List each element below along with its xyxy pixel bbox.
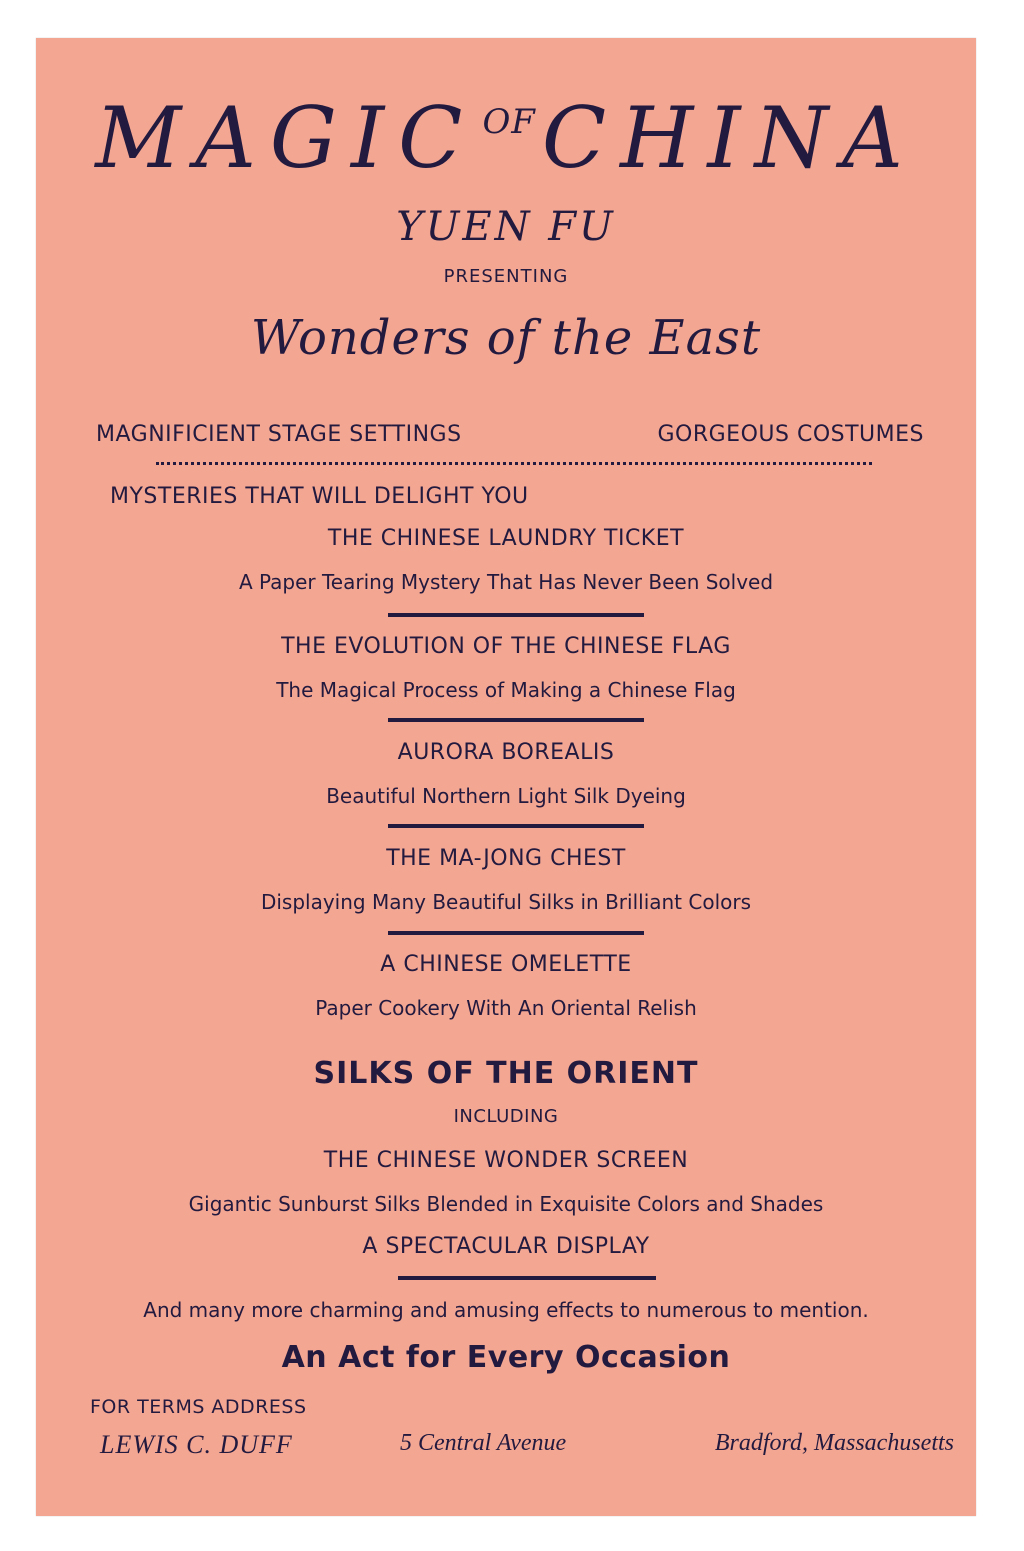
section-rule	[398, 1276, 656, 1280]
act-description: A Paper Tearing Mystery That Has Never Been Solved	[238, 570, 774, 594]
including-label: INCLUDING	[453, 1106, 559, 1127]
act-title: THE MA-JONG CHEST	[386, 846, 626, 871]
terms-label: FOR TERMS ADDRESS	[90, 1396, 307, 1418]
title-magic: MAGIC	[95, 89, 477, 187]
act-description: The Magical Process of Making a Chinese Flag	[276, 678, 736, 702]
feature-costumes: GORGEOUS COSTUMES	[657, 422, 924, 447]
act-title: AURORA BOREALIS	[397, 740, 615, 765]
show-name: Wonders of the East	[250, 310, 762, 366]
tagline: An Act for Every Occasion	[281, 1340, 731, 1375]
act-title: A CHINESE OMELETTE	[380, 952, 632, 977]
feature-stage-settings: MAGNIFICIENT STAGE SETTINGS	[96, 422, 462, 447]
contact-name: LEWIS C. DUFF	[100, 1430, 293, 1459]
act-title: THE CHINESE LAUNDRY TICKET	[327, 526, 685, 551]
title-of: OF	[482, 102, 536, 142]
spectacular-display: A SPECTACULAR DISPLAY	[362, 1234, 650, 1259]
presenting-label: PRESENTING	[443, 266, 569, 287]
section-rule	[388, 613, 644, 617]
contact-street: 5 Central Avenue	[400, 1430, 567, 1456]
dotted-divider	[156, 462, 872, 465]
main-title	[36, 89, 976, 187]
wonder-screen-title: THE CHINESE WONDER SCREEN	[323, 1148, 689, 1173]
act-description: Paper Cookery With An Oriental Relish	[315, 996, 697, 1020]
section-rule	[388, 824, 644, 828]
act-description: Displaying Many Beautiful Silks in Brilliant Colors	[260, 890, 752, 914]
performer-name: YUEN FU	[396, 204, 616, 250]
wonder-screen-description: Gigantic Sunburst Silks Blended in Exquisite Colors and Shades	[188, 1192, 824, 1216]
section-rule	[388, 931, 644, 935]
closing-line: And many more charming and amusing effects to numerous to mention.	[143, 1298, 869, 1322]
section-rule	[388, 718, 644, 722]
contact-city: Bradford, Massachusetts	[714, 1430, 954, 1456]
mysteries-heading: MYSTERIES THAT WILL DELIGHT YOU	[110, 484, 529, 509]
act-title: THE EVOLUTION OF THE CHINESE FLAG	[281, 634, 731, 659]
handbill	[36, 38, 976, 1516]
title-china: CHINA	[541, 89, 917, 187]
finale-title: SILKS OF THE ORIENT	[313, 1056, 699, 1091]
act-description: Beautiful Northern Light Silk Dyeing	[326, 784, 686, 808]
